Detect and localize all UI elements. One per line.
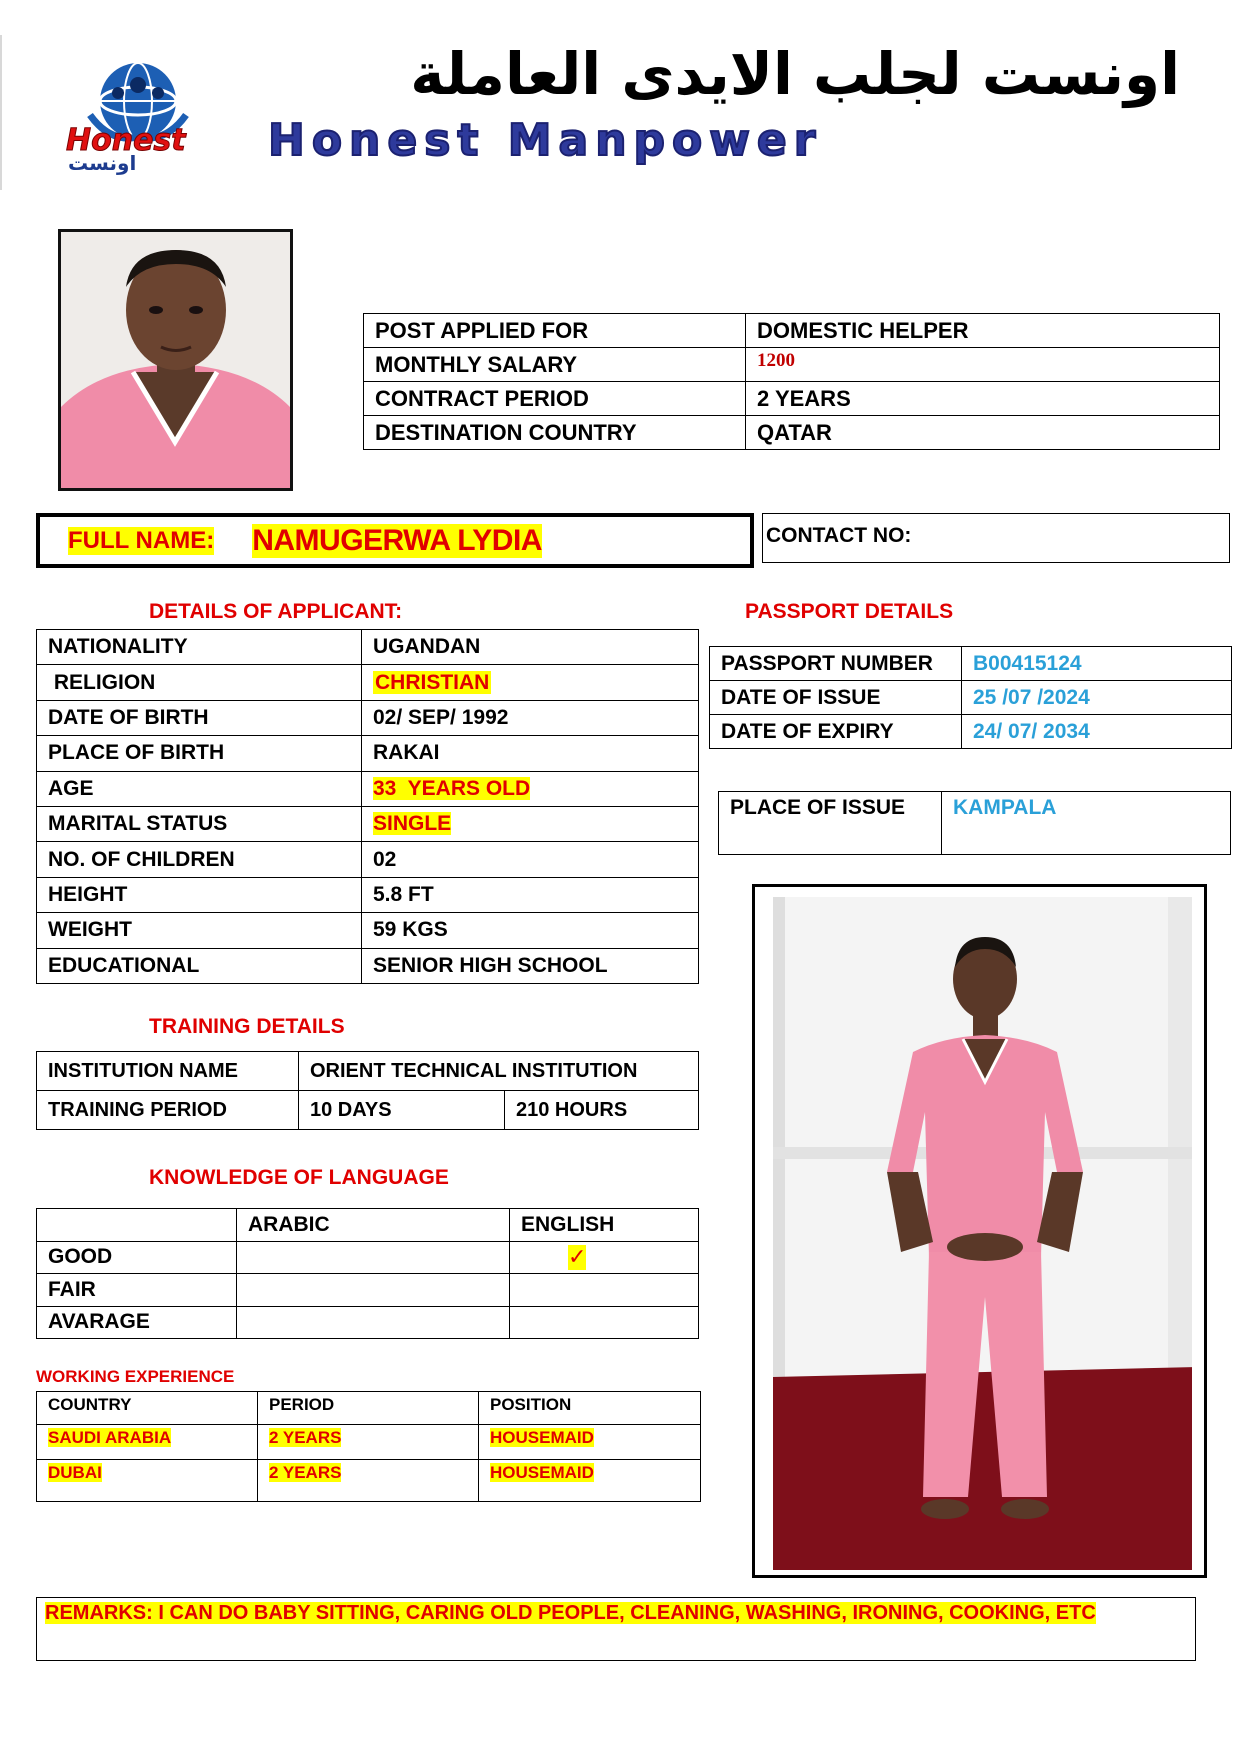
- language-fair-english: [510, 1274, 699, 1307]
- table-row: [37, 1274, 699, 1307]
- institution-value: ORIENT TECHNICAL INSTITUTION: [299, 1052, 699, 1091]
- language-knowledge-table: [36, 1208, 699, 1339]
- full-body-figure: [773, 897, 1192, 1570]
- place-of-issue-value: KAMPALA: [942, 792, 1231, 855]
- table-row: [37, 630, 699, 665]
- applicant-portrait-photo: [58, 229, 293, 491]
- table-row: [37, 877, 699, 912]
- contact-number-box: [762, 513, 1230, 563]
- language-good-arabic: [237, 1241, 510, 1274]
- experience-country: DUBAI: [48, 1463, 102, 1482]
- table-row: [37, 948, 699, 983]
- birthplace-label: PLACE OF BIRTH: [37, 736, 362, 771]
- training-days-value: 10 DAYS: [299, 1091, 505, 1130]
- table-row: [364, 382, 1220, 416]
- table-row: [37, 771, 699, 806]
- salary-value: 1200: [746, 348, 1220, 382]
- language-level-good: GOOD: [37, 1241, 237, 1274]
- salary-label: MONTHLY SALARY: [364, 348, 746, 382]
- children-label: NO. OF CHILDREN: [37, 842, 362, 877]
- working-experience-table: [36, 1391, 701, 1502]
- logo-arabic-text: اونست: [68, 151, 137, 175]
- table-row: [37, 736, 699, 771]
- dob-label: DATE OF BIRTH: [37, 700, 362, 735]
- portrait-figure: [61, 232, 290, 488]
- table-row: [37, 1209, 699, 1242]
- company-logo: [60, 55, 238, 175]
- children-value: 02: [362, 842, 699, 877]
- remarks-box: [36, 1597, 1196, 1661]
- education-label: EDUCATIONAL: [37, 948, 362, 983]
- table-row: [364, 348, 1220, 382]
- table-row: [37, 842, 699, 877]
- job-details-table: [363, 313, 1220, 450]
- religion-value: CHRISTIAN: [375, 670, 490, 694]
- table-row: [37, 665, 699, 700]
- working-experience-title: WORKING EXPERIENCE: [36, 1367, 235, 1386]
- full-body-image: [773, 897, 1192, 1570]
- language-average-english: [510, 1306, 699, 1339]
- height-label: HEIGHT: [37, 877, 362, 912]
- post-value: DOMESTIC HELPER: [746, 314, 1220, 348]
- full-name-value: NAMUGERWA LYDIA: [252, 523, 542, 557]
- experience-header-period: PERIOD: [258, 1392, 479, 1425]
- language-fair-arabic: [237, 1274, 510, 1307]
- marital-status-value: SINGLE: [373, 812, 452, 836]
- language-column-english: ENGLISH: [510, 1209, 699, 1242]
- language-average-arabic: [237, 1306, 510, 1339]
- experience-period: 2 YEARS: [269, 1428, 342, 1447]
- passport-number-label: PASSPORT NUMBER: [710, 647, 962, 681]
- contract-value: 2 YEARS: [746, 382, 1220, 416]
- age-label: AGE: [37, 771, 362, 806]
- table-row: [364, 416, 1220, 450]
- experience-header-country: COUNTRY: [37, 1392, 258, 1425]
- place-of-issue-table: [718, 791, 1231, 855]
- globe-hands-icon: [60, 55, 238, 175]
- language-knowledge-title: KNOWLEDGE OF LANGUAGE: [149, 1166, 449, 1189]
- table-row: [37, 806, 699, 841]
- post-label: POST APPLIED FOR: [364, 314, 746, 348]
- table-row: [37, 1091, 699, 1130]
- arabic-company-title: اونست لجلب الايدى العاملة: [410, 40, 1180, 108]
- height-value: 5.8 FT: [362, 877, 699, 912]
- training-hours-value: 210 HOURS: [505, 1091, 699, 1130]
- applicant-details-table: [36, 629, 699, 984]
- table-row: [710, 715, 1232, 749]
- table-row: [710, 681, 1232, 715]
- passport-details-table: [709, 646, 1232, 749]
- full-name-box: [36, 513, 754, 568]
- experience-country: SAUDI ARABIA: [48, 1428, 172, 1447]
- full-name-label: FULL NAME:: [68, 526, 215, 554]
- passport-details-title: PASSPORT DETAILS: [745, 600, 954, 623]
- table-row: [37, 700, 699, 735]
- table-row: [37, 1241, 699, 1274]
- expiry-date-label: DATE OF EXPIRY: [710, 715, 962, 749]
- passport-number-value: B00415124: [962, 647, 1232, 681]
- experience-header-position: POSITION: [479, 1392, 701, 1425]
- weight-label: WEIGHT: [37, 913, 362, 948]
- table-row: [710, 647, 1232, 681]
- table-row: [37, 1425, 701, 1460]
- institution-label: INSTITUTION NAME: [37, 1052, 299, 1091]
- training-details-title: TRAINING DETAILS: [149, 1015, 345, 1038]
- page-edge-line: [0, 35, 2, 190]
- age-value: 33 YEARS OLD: [373, 776, 531, 800]
- table-row: [364, 314, 1220, 348]
- dob-value: 02/ SEP/ 1992: [362, 700, 699, 735]
- table-row: [37, 1306, 699, 1339]
- table-row: [37, 1052, 699, 1091]
- applicant-details-title: DETAILS OF APPLICANT:: [149, 600, 403, 623]
- experience-position: HOUSEMAID: [490, 1463, 594, 1482]
- place-of-issue-label: PLACE OF ISSUE: [719, 792, 942, 855]
- table-row: [37, 913, 699, 948]
- education-value: SENIOR HIGH SCHOOL: [362, 948, 699, 983]
- weight-value: 59 KGS: [362, 913, 699, 948]
- english-company-title: Honest Manpower: [268, 115, 823, 166]
- issue-date-label: DATE OF ISSUE: [710, 681, 962, 715]
- language-level-average: AVARAGE: [37, 1306, 237, 1339]
- experience-position: HOUSEMAID: [490, 1428, 594, 1447]
- experience-period: 2 YEARS: [269, 1463, 342, 1482]
- table-row: [37, 1460, 701, 1502]
- expiry-date-value: 24/ 07/ 2034: [962, 715, 1232, 749]
- training-period-label: TRAINING PERIOD: [37, 1091, 299, 1130]
- language-level-fair: FAIR: [37, 1274, 237, 1307]
- religion-label: RELIGION: [37, 665, 362, 700]
- table-row: [37, 1392, 701, 1425]
- birthplace-value: RAKAI: [362, 736, 699, 771]
- applicant-full-body-photo: [752, 884, 1207, 1578]
- nationality-value: UGANDAN: [362, 630, 699, 665]
- issue-date-value: 25 /07 /2024: [962, 681, 1232, 715]
- table-row: [719, 792, 1231, 855]
- marital-status-label: MARITAL STATUS: [37, 806, 362, 841]
- contract-label: CONTRACT PERIOD: [364, 382, 746, 416]
- checkmark-icon: ✓: [568, 1244, 587, 1270]
- logo-text: Honest: [66, 123, 186, 158]
- remarks-text: REMARKS: I CAN DO BABY SITTING, CARING OLD PEOPLE, CLEANING, WASHING, IRONING, COOKING, ETC: [45, 1602, 1096, 1624]
- destination-value: QATAR: [746, 416, 1220, 450]
- language-column-arabic: ARABIC: [237, 1209, 510, 1242]
- destination-label: DESTINATION COUNTRY: [364, 416, 746, 450]
- training-details-table: [36, 1051, 699, 1130]
- nationality-label: NATIONALITY: [37, 630, 362, 665]
- contact-label: CONTACT NO:: [766, 524, 912, 547]
